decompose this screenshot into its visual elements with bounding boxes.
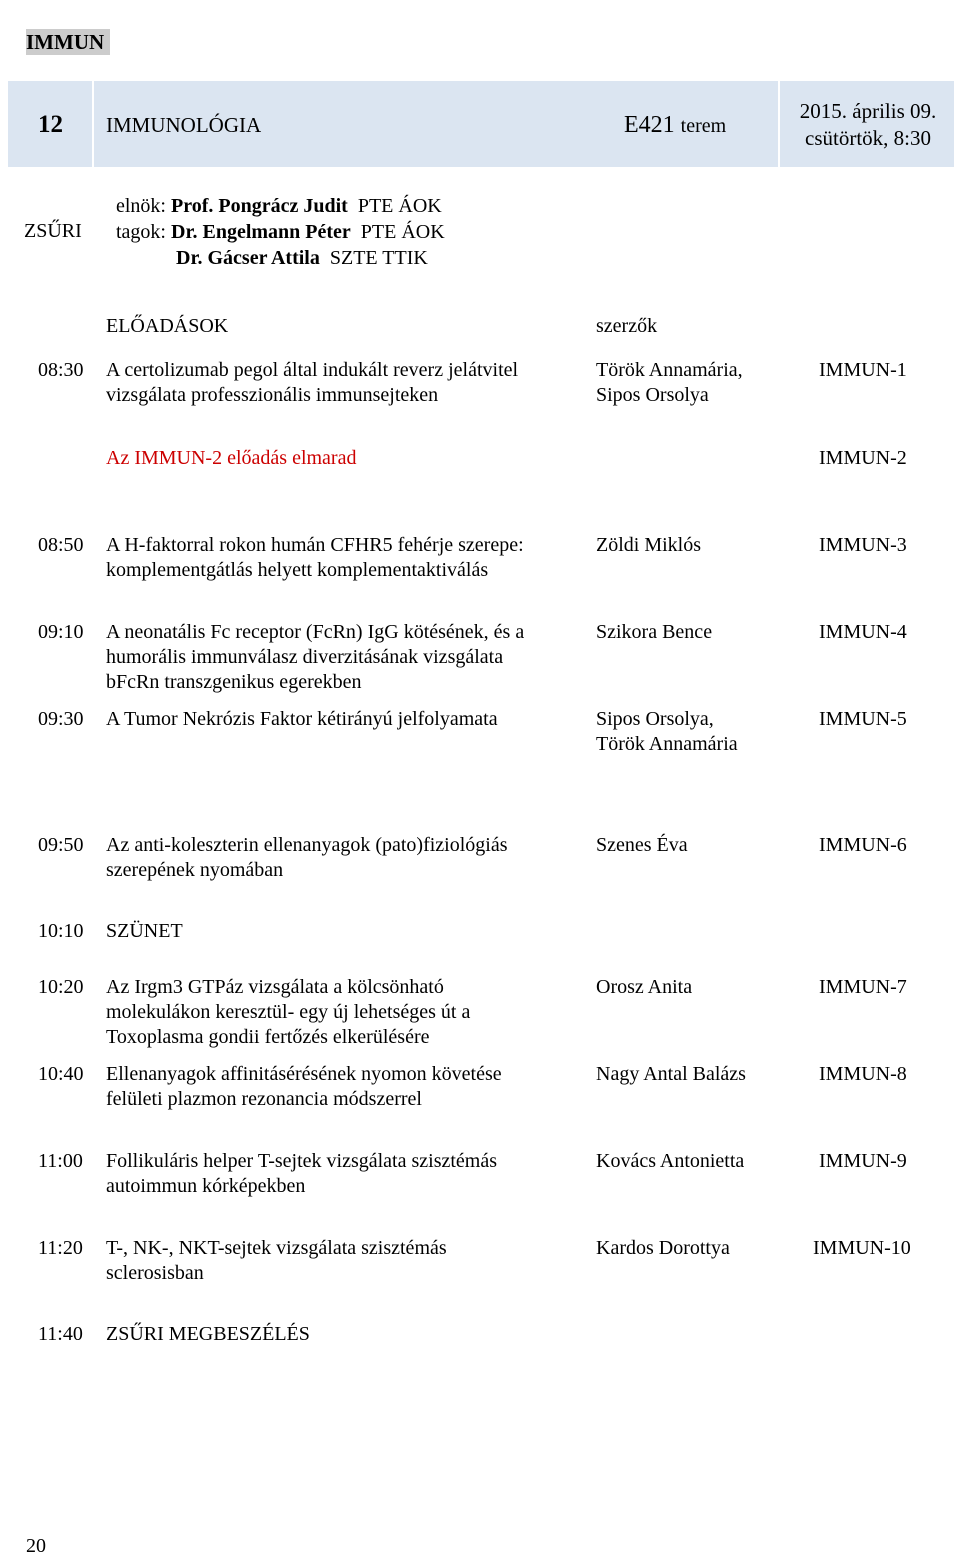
talk-authors — [596, 533, 701, 558]
talk-time: 09:30 — [38, 708, 84, 730]
talk-code: IMMUN-7 — [819, 976, 907, 998]
talk-time: 08:30 — [38, 359, 84, 381]
talk-title-line: Ellenanyagok affinitásérésének nyomon követése — [106, 1063, 502, 1085]
jury-affiliation: SZTE TTIK — [329, 247, 428, 269]
talk-title-line: T-, NK-, NKT-sejtek vizsgálata szisztémás — [106, 1237, 447, 1259]
talk-title-line: autoimmun kórképekben — [106, 1175, 306, 1197]
jury-member — [116, 245, 445, 271]
talk-title-line: A certolizumab pegol által indukált reverz jelátvitel — [106, 359, 519, 381]
talk-code: IMMUN-1 — [819, 359, 907, 381]
talk-author: Kovács Antonietta — [596, 1150, 745, 1172]
header-divider — [92, 81, 94, 167]
talk-authors — [596, 1062, 746, 1087]
closing-time: 11:40 — [38, 1323, 83, 1345]
section-label: IMMUN — [26, 29, 110, 55]
talk-title-line: komplementgátlás helyett komplementaktiválás — [106, 559, 489, 581]
talk-author: Nagy Antal Balázs — [596, 1063, 746, 1085]
talk-authors — [596, 707, 738, 757]
talk-title — [106, 620, 524, 695]
jury-label: ZSŰRI — [24, 220, 82, 242]
talk-code: IMMUN-2 — [819, 447, 907, 469]
room-code: E421 — [624, 112, 675, 138]
talk-title-line: bFcRn transzgenikus egerekben — [106, 671, 362, 693]
talk-title-line: vizsgálata professzionális immunsejteken — [106, 384, 439, 406]
talk-time: 09:10 — [38, 621, 84, 643]
talk-authors — [596, 1236, 730, 1261]
talk-title — [106, 1062, 502, 1112]
closing-label: ZSŰRI MEGBESZÉLÉS — [106, 1323, 310, 1345]
talk-time: 09:50 — [38, 834, 84, 856]
talk-author: Sipos Orsolya, — [596, 708, 714, 730]
talk-author: Kardos Dorottya — [596, 1237, 730, 1259]
session-date-line2: csütörtök, 8:30 — [805, 126, 931, 150]
talk-authors — [596, 620, 712, 645]
talk-authors — [596, 975, 692, 1000]
talk-code: IMMUN-4 — [819, 621, 907, 643]
talk-author: Szenes Éva — [596, 834, 688, 856]
column-header-presentations: ELŐADÁSOK — [106, 315, 229, 337]
page-number: 20 — [26, 1535, 46, 1557]
talk-code: IMMUN-9 — [819, 1150, 907, 1172]
break-time: 10:10 — [38, 920, 84, 942]
session-title: IMMUNOLÓGIA — [106, 113, 262, 137]
jury-list — [116, 193, 445, 271]
talk-title-line: Az anti-koleszterin ellenanyagok (pato)fiziológiás — [106, 834, 508, 856]
talk-title — [106, 975, 470, 1050]
session-date — [782, 98, 954, 152]
session-date-line1: 2015. április 09. — [799, 99, 937, 123]
session-room — [624, 110, 726, 141]
talk-title-line: molekulákon keresztül- egy új lehetséges út a — [106, 1001, 471, 1023]
column-header-authors: szerzők — [596, 315, 658, 337]
talk-title — [106, 358, 518, 408]
talk-title-line: szerepének nyomában — [106, 859, 284, 881]
talk-author: Szikora Bence — [596, 621, 713, 643]
talk-time: 11:00 — [38, 1150, 83, 1172]
talk-title — [106, 707, 498, 732]
talk-time: 11:20 — [38, 1237, 83, 1259]
talk-title-line: Follikuláris helper T-sejtek vizsgálata szisztémás — [106, 1150, 498, 1172]
talk-title-line: A H-faktorral rokon humán CFHR5 fehérje szerepe: — [106, 534, 524, 556]
talk-title — [106, 1149, 497, 1199]
talk-authors — [596, 1149, 744, 1174]
talk-title-line: sclerosisban — [106, 1262, 204, 1284]
session-number: 12 — [38, 111, 63, 138]
jury-role: tagok: — [116, 221, 166, 243]
talk-title-line: felületi plazmon rezonancia módszerrel — [106, 1088, 422, 1110]
room-suffix: terem — [680, 115, 727, 137]
talk-time: 10:40 — [38, 1063, 84, 1085]
talk-code: IMMUN-3 — [819, 534, 907, 556]
jury-name: Dr. Gácser Attila — [176, 247, 320, 269]
talk-title-line: Az Irgm3 GTPáz vizsgálata a kölcsönható — [106, 976, 444, 998]
talk-code: IMMUN-8 — [819, 1063, 907, 1085]
talk-time: 10:20 — [38, 976, 84, 998]
talk-code: IMMUN-10 — [813, 1237, 911, 1259]
jury-member — [116, 219, 445, 245]
talk-authors — [596, 358, 743, 408]
jury-affiliation: PTE ÁOK — [357, 195, 442, 217]
jury-name: Dr. Engelmann Péter — [171, 221, 351, 243]
talk-title-line: A neonatális Fc receptor (FcRn) IgG kötésének, és a — [106, 621, 525, 643]
talk-title — [106, 1236, 447, 1286]
jury-role: elnök: — [116, 195, 166, 217]
talk-time: 08:50 — [38, 534, 84, 556]
jury-affiliation: PTE ÁOK — [360, 221, 445, 243]
jury-member — [116, 193, 445, 219]
cancellation-notice: Az IMMUN-2 előadás elmarad — [106, 447, 357, 469]
talk-author: Török Annamária, — [596, 359, 743, 381]
talk-title-line: Toxoplasma gondii fertőzés elkerülésére — [106, 1026, 430, 1048]
talk-code: IMMUN-6 — [819, 834, 907, 856]
talk-title — [106, 533, 524, 583]
talk-title — [106, 833, 508, 883]
talk-title-line: humorális immunválasz diverzitásának vizsgálata — [106, 646, 504, 668]
talk-author: Sipos Orsolya — [596, 384, 709, 406]
talk-author: Török Annamária — [596, 733, 738, 755]
talk-author: Orosz Anita — [596, 976, 693, 998]
talk-code: IMMUN-5 — [819, 708, 907, 730]
jury-name: Prof. Pongrácz Judit — [171, 195, 348, 217]
header-divider — [778, 81, 780, 167]
talk-author: Zöldi Miklós — [596, 534, 702, 556]
break-label: SZÜNET — [106, 920, 183, 942]
talk-title-line: A Tumor Nekrózis Faktor kétirányú jelfolyamata — [106, 708, 498, 730]
talk-authors — [596, 833, 688, 858]
